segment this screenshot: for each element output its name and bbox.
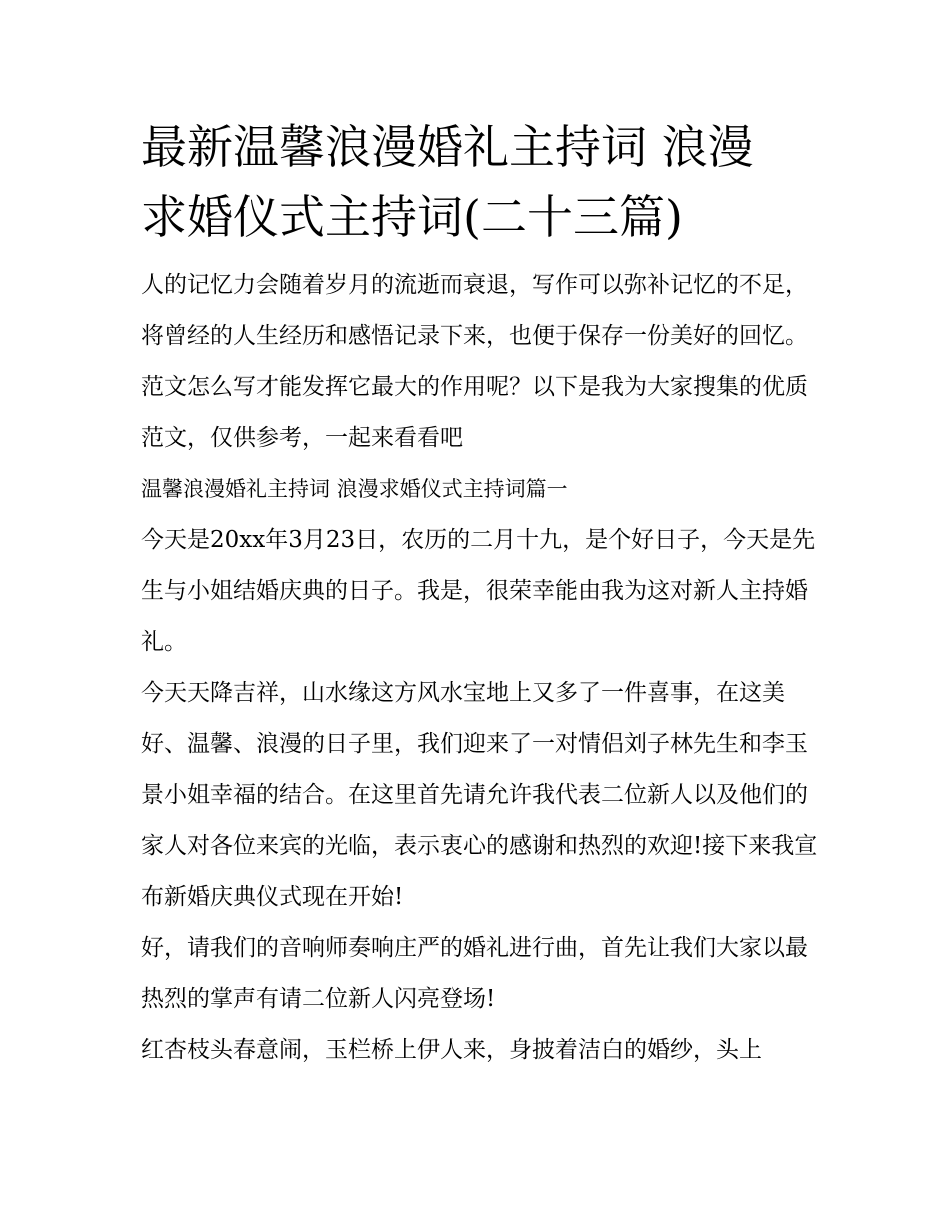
- section-heading: 温馨浪漫婚礼主持词 浪漫求婚仪式主持词篇一: [141, 477, 568, 501]
- intro-paragraph: 人的记忆力会随着岁月的流逝而衰退，写作可以弥补记忆的不足，将曾经的人生经历和感悟记录下来，也便于保存一份美好的回忆。范文怎么写才能发挥它最大的作用呢？以下是我为大家搜集的优质范文，仅供参考，一起来看看吧: [141, 272, 808, 451]
- title-line-1: 最新温馨浪漫婚礼主持词 浪漫: [141, 120, 754, 174]
- title-line-2: 求婚仪式主持词(二十三篇): [141, 190, 683, 244]
- document-body: [141, 112, 821, 1076]
- body-paragraph-2: 今天天降吉祥，山水缘这方风水宝地上又多了一件喜事，在这美好、温馨、浪漫的日子里，我们迎来了一对情侣刘子林先生和李玉景小姐幸福的结合。在这里首先请允许我代表二位新人以及他们的家人对各位来宾的光临，表示衷心的感谢和热烈的欢迎!接下来我宣布新婚庆典仪式现在开始!: [141, 680, 818, 910]
- document-title: [141, 112, 821, 252]
- body-paragraph-4: 红杏枝头春意闹，玉栏桥上伊人来，身披着洁白的婚纱，头上: [141, 1037, 762, 1063]
- body-paragraph-3: 好，请我们的音响师奏响庄严的婚礼进行曲，首先让我们大家以最热烈的掌声有请二位新人闪亮登场!: [141, 935, 808, 1012]
- body-paragraph-1: 今天是20xx年3月23日，农历的二月十九，是个好日子，今天是先生与小姐结婚庆典的日子。我是，很荣幸能由我为这对新人主持婚礼。: [141, 527, 816, 655]
